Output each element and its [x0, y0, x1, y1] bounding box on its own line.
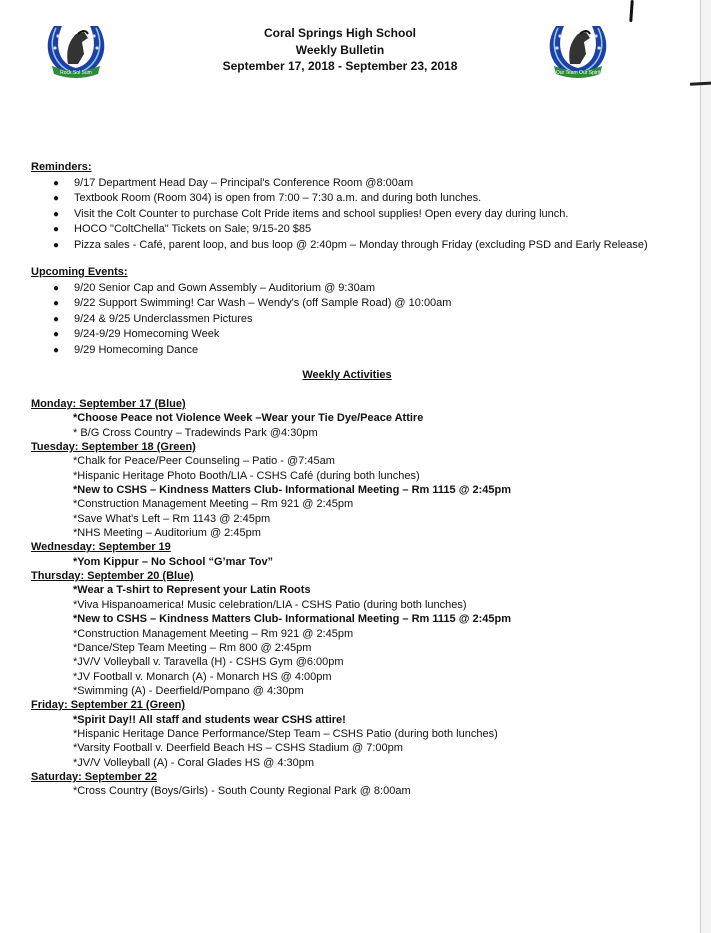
bullet-icon: ● [53, 282, 60, 294]
list-item-text: HOCO "ColtChella" Tickets on Sale; 9/15-20 $85 [74, 223, 312, 236]
list-item-text: Textbook Room (Room 304) is open from 7:00 – 7:30 a.m. and during both lunches. [74, 192, 482, 205]
reminders-title: Reminders: [31, 161, 92, 173]
activity-item: *Swimming (A) - Deerfield/Pompano @ 4:30pm [73, 684, 304, 697]
list-item [31, 312, 696, 328]
upcoming-events-list [31, 281, 696, 359]
activity-item: *Hispanic Heritage Dance Performance/Step Team – CSHS Patio (during both lunches) [73, 727, 498, 740]
activity-item: *JV/V Volleyball v. Taravella (H) - CSHS Gym @6:00pm [73, 656, 344, 669]
activity-item: *Wear a T-shirt to Represent your Latin Roots [73, 584, 311, 597]
list-item [31, 176, 696, 192]
school-name: Coral Springs High School [263, 26, 416, 40]
list-item-text: Pizza sales - Café, parent loop, and bus loop @ 2:40pm – Monday through Friday (excluding PSD and Early Release) [74, 238, 648, 251]
reminders-section [31, 160, 696, 254]
upcoming-events-section [31, 265, 696, 359]
activity-item: *Hispanic Heritage Photo Booth/LIA - CSHS Café (during both lunches) [73, 469, 420, 482]
activity-item: *NHS Meeting – Auditorium @ 2:45pm [73, 527, 261, 540]
bulletin-header [140, 25, 540, 75]
bullet-icon: ● [53, 239, 60, 251]
list-item [31, 222, 696, 238]
weekly-activities-title: Weekly Activities [302, 369, 392, 381]
activity-item: *Chalk for Peace/Peer Counseling – Patio - @7:45am [73, 455, 335, 468]
list-item-text: Visit the Colt Counter to purchase Colt Pride items and school supplies! Open every day during lunch. [74, 207, 569, 220]
activity-item: *Dance/Step Team Meeting – Rm 800 @ 2:45pm [73, 641, 312, 654]
bullet-icon: ● [53, 224, 60, 236]
school-logo-left [44, 22, 108, 82]
logo-banner-text: Our Team Our Spirit [555, 70, 601, 76]
day-heading: Saturday: September 22 [31, 770, 157, 783]
day-heading: Thursday: September 20 (Blue) [31, 570, 194, 583]
upcoming-events-title: Upcoming Events: [31, 266, 128, 278]
bullet-icon: ● [53, 329, 60, 341]
activity-item: *Spirit Day!! All staff and students wear CSHS attire! [73, 713, 346, 726]
list-item [31, 191, 696, 207]
bullet-icon: ● [53, 177, 60, 189]
bullet-icon: ● [53, 344, 60, 356]
activity-item: *Choose Peace not Violence Week –Wear your Tie Dye/Peace Attire [73, 412, 424, 425]
day-heading: Friday: September 21 (Green) [31, 699, 186, 712]
activity-item: * B/G Cross Country – Tradewinds Park @4:30pm [73, 426, 318, 439]
activity-item: *Cross Country (Boys/Girls) - South County Regional Park @ 8:00am [73, 785, 411, 798]
bullet-icon: ● [53, 193, 60, 205]
list-item [31, 238, 696, 254]
list-item [31, 296, 696, 312]
list-item-text: 9/17 Department Head Day – Principal's Conference Room @8:00am [74, 176, 414, 189]
bullet-icon: ● [53, 298, 60, 310]
bullet-icon: ● [53, 208, 60, 220]
list-item [31, 281, 696, 297]
activity-item: *Save What's Left – Rm 1143 @ 2:45pm [73, 512, 271, 525]
activity-item: *New to CSHS – Kindness Matters Club- Informational Meeting – Rm 1115 @ 2:45pm [73, 484, 511, 497]
logo-banner-text: Rock Sol Sum [60, 70, 92, 76]
activity-item: *Yom Kippur – No School “G’mar Tov” [73, 555, 274, 568]
activity-item: *New to CSHS – Kindness Matters Club- Informational Meeting – Rm 1115 @ 2:45pm [73, 613, 511, 626]
list-item-text: 9/24 & 9/25 Underclassmen Pictures [74, 312, 253, 325]
list-item [31, 327, 696, 343]
day-heading: Wednesday: September 19 [31, 541, 171, 554]
weekly-schedule [31, 397, 696, 799]
list-item-text: 9/22 Support Swimming! Car Wash – Wendy's (off Sample Road) @ 10:00am [74, 297, 452, 310]
activity-item: *Construction Management Meeting – Rm 921 @ 2:45pm [73, 498, 354, 511]
activity-item: *JV/V Volleyball (A) - Coral Glades HS @ 4:30pm [73, 756, 315, 769]
bulletin-title: Weekly Bulletin [295, 42, 385, 57]
bullet-icon: ● [53, 313, 60, 325]
date-range: September 17, 2018 - September 23, 2018 [222, 59, 458, 73]
list-item-text: 9/20 Senior Cap and Gown Assembly – Auditorium @ 9:30am [74, 281, 375, 294]
list-item-text: 9/24-9/29 Homecoming Week [74, 328, 220, 341]
pen-mark [629, 0, 634, 22]
activity-item: *Viva Hispanoamerica! Music celebration/LIA - CSHS Patio (during both lunches) [73, 598, 467, 611]
activity-item: *Varsity Football v. Deerfield Beach HS – CSHS Stadium @ 7:00pm [73, 742, 403, 755]
pen-mark [690, 81, 711, 85]
activity-item: *JV Football v. Monarch (A) - Monarch HS @ 4:00pm [73, 670, 332, 683]
list-item-text: 9/29 Homecoming Dance [74, 343, 199, 356]
activity-item: *Construction Management Meeting – Rm 921 @ 2:45pm [73, 627, 354, 640]
day-heading: Tuesday: September 18 (Green) [31, 441, 196, 454]
list-item [31, 343, 696, 359]
day-heading: Monday: September 17 (Blue) [31, 398, 186, 410]
school-logo-right [546, 22, 610, 82]
reminders-list [31, 176, 696, 254]
list-item [31, 207, 696, 223]
